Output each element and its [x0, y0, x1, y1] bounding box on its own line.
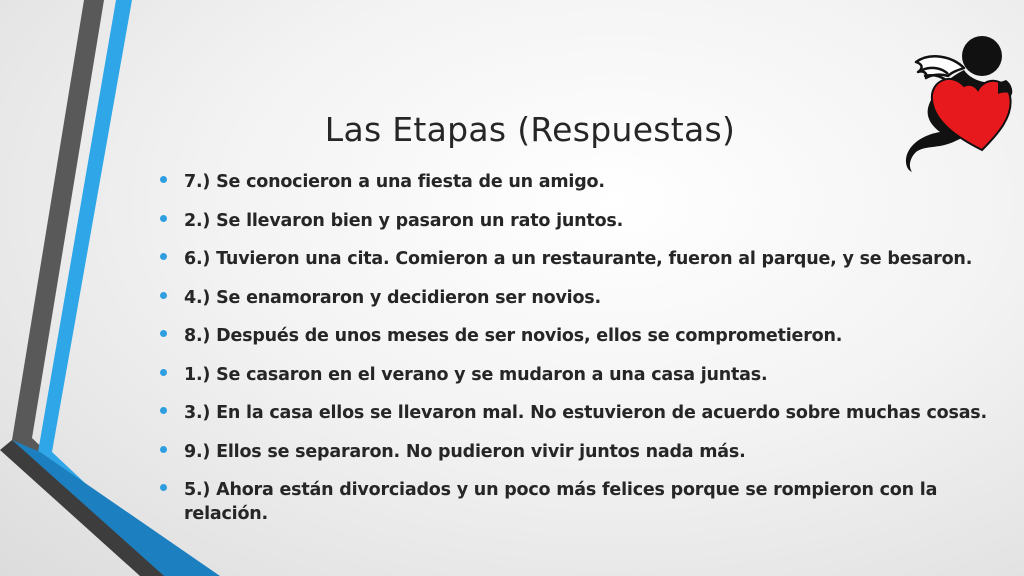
bullet-dot-icon — [160, 215, 167, 222]
bullet-dot-icon — [160, 369, 167, 376]
list-item-text: 1.) Se casaron en el verano y se mudaron a una casa juntas. — [184, 364, 768, 385]
stripe-dark-base — [0, 440, 164, 576]
bullet-dot-icon — [160, 446, 167, 453]
list-item — [160, 401, 1010, 425]
list-item-text: 2.) Se llevaron bien y pasaron un rato juntos. — [184, 210, 624, 231]
list-item — [160, 363, 1010, 387]
list-item — [160, 209, 1010, 233]
bullet-dot-icon — [160, 176, 167, 183]
slide-title: Las Etapas (Respuestas) — [324, 110, 736, 149]
list-item — [160, 286, 1010, 310]
answers-list — [160, 170, 1010, 541]
list-item — [160, 324, 1010, 348]
cupid-arm — [998, 82, 1012, 94]
list-item-text: 9.) Ellos se separaron. No pudieron vivir juntos nada más. — [184, 441, 746, 462]
list-item-text: 4.) Se enamoraron y decidieron ser novios. — [184, 287, 601, 308]
bullet-dot-icon — [160, 292, 167, 299]
list-item — [160, 247, 1010, 271]
list-item-text: 8.) Después de unos meses de ser novios, ellos se comprometieron. — [184, 326, 843, 346]
list-item-text: 7.) Se conocieron a una fiesta de un amigo. — [184, 172, 605, 192]
list-item — [160, 440, 1010, 464]
list-item-text: 5.) Ahora están divorciados y un poco más felices porque se rompieron con la relación. — [184, 480, 938, 524]
list-item — [160, 478, 1010, 526]
bullet-dot-icon — [160, 253, 167, 260]
bullet-dot-icon — [160, 330, 167, 337]
bullet-dot-icon — [160, 484, 167, 491]
list-item-text: 3.) En la casa ellos se llevaron mal. No estuvieron de acuerdo sobre muchas cosas. — [184, 403, 987, 423]
cupid-heart-icon — [902, 34, 1024, 184]
bullet-dot-icon — [160, 407, 167, 414]
list-item-text: 6.) Tuvieron una cita. Comieron a un restaurante, fueron al parque, y se besaron. — [184, 249, 973, 269]
list-item — [160, 170, 1010, 194]
